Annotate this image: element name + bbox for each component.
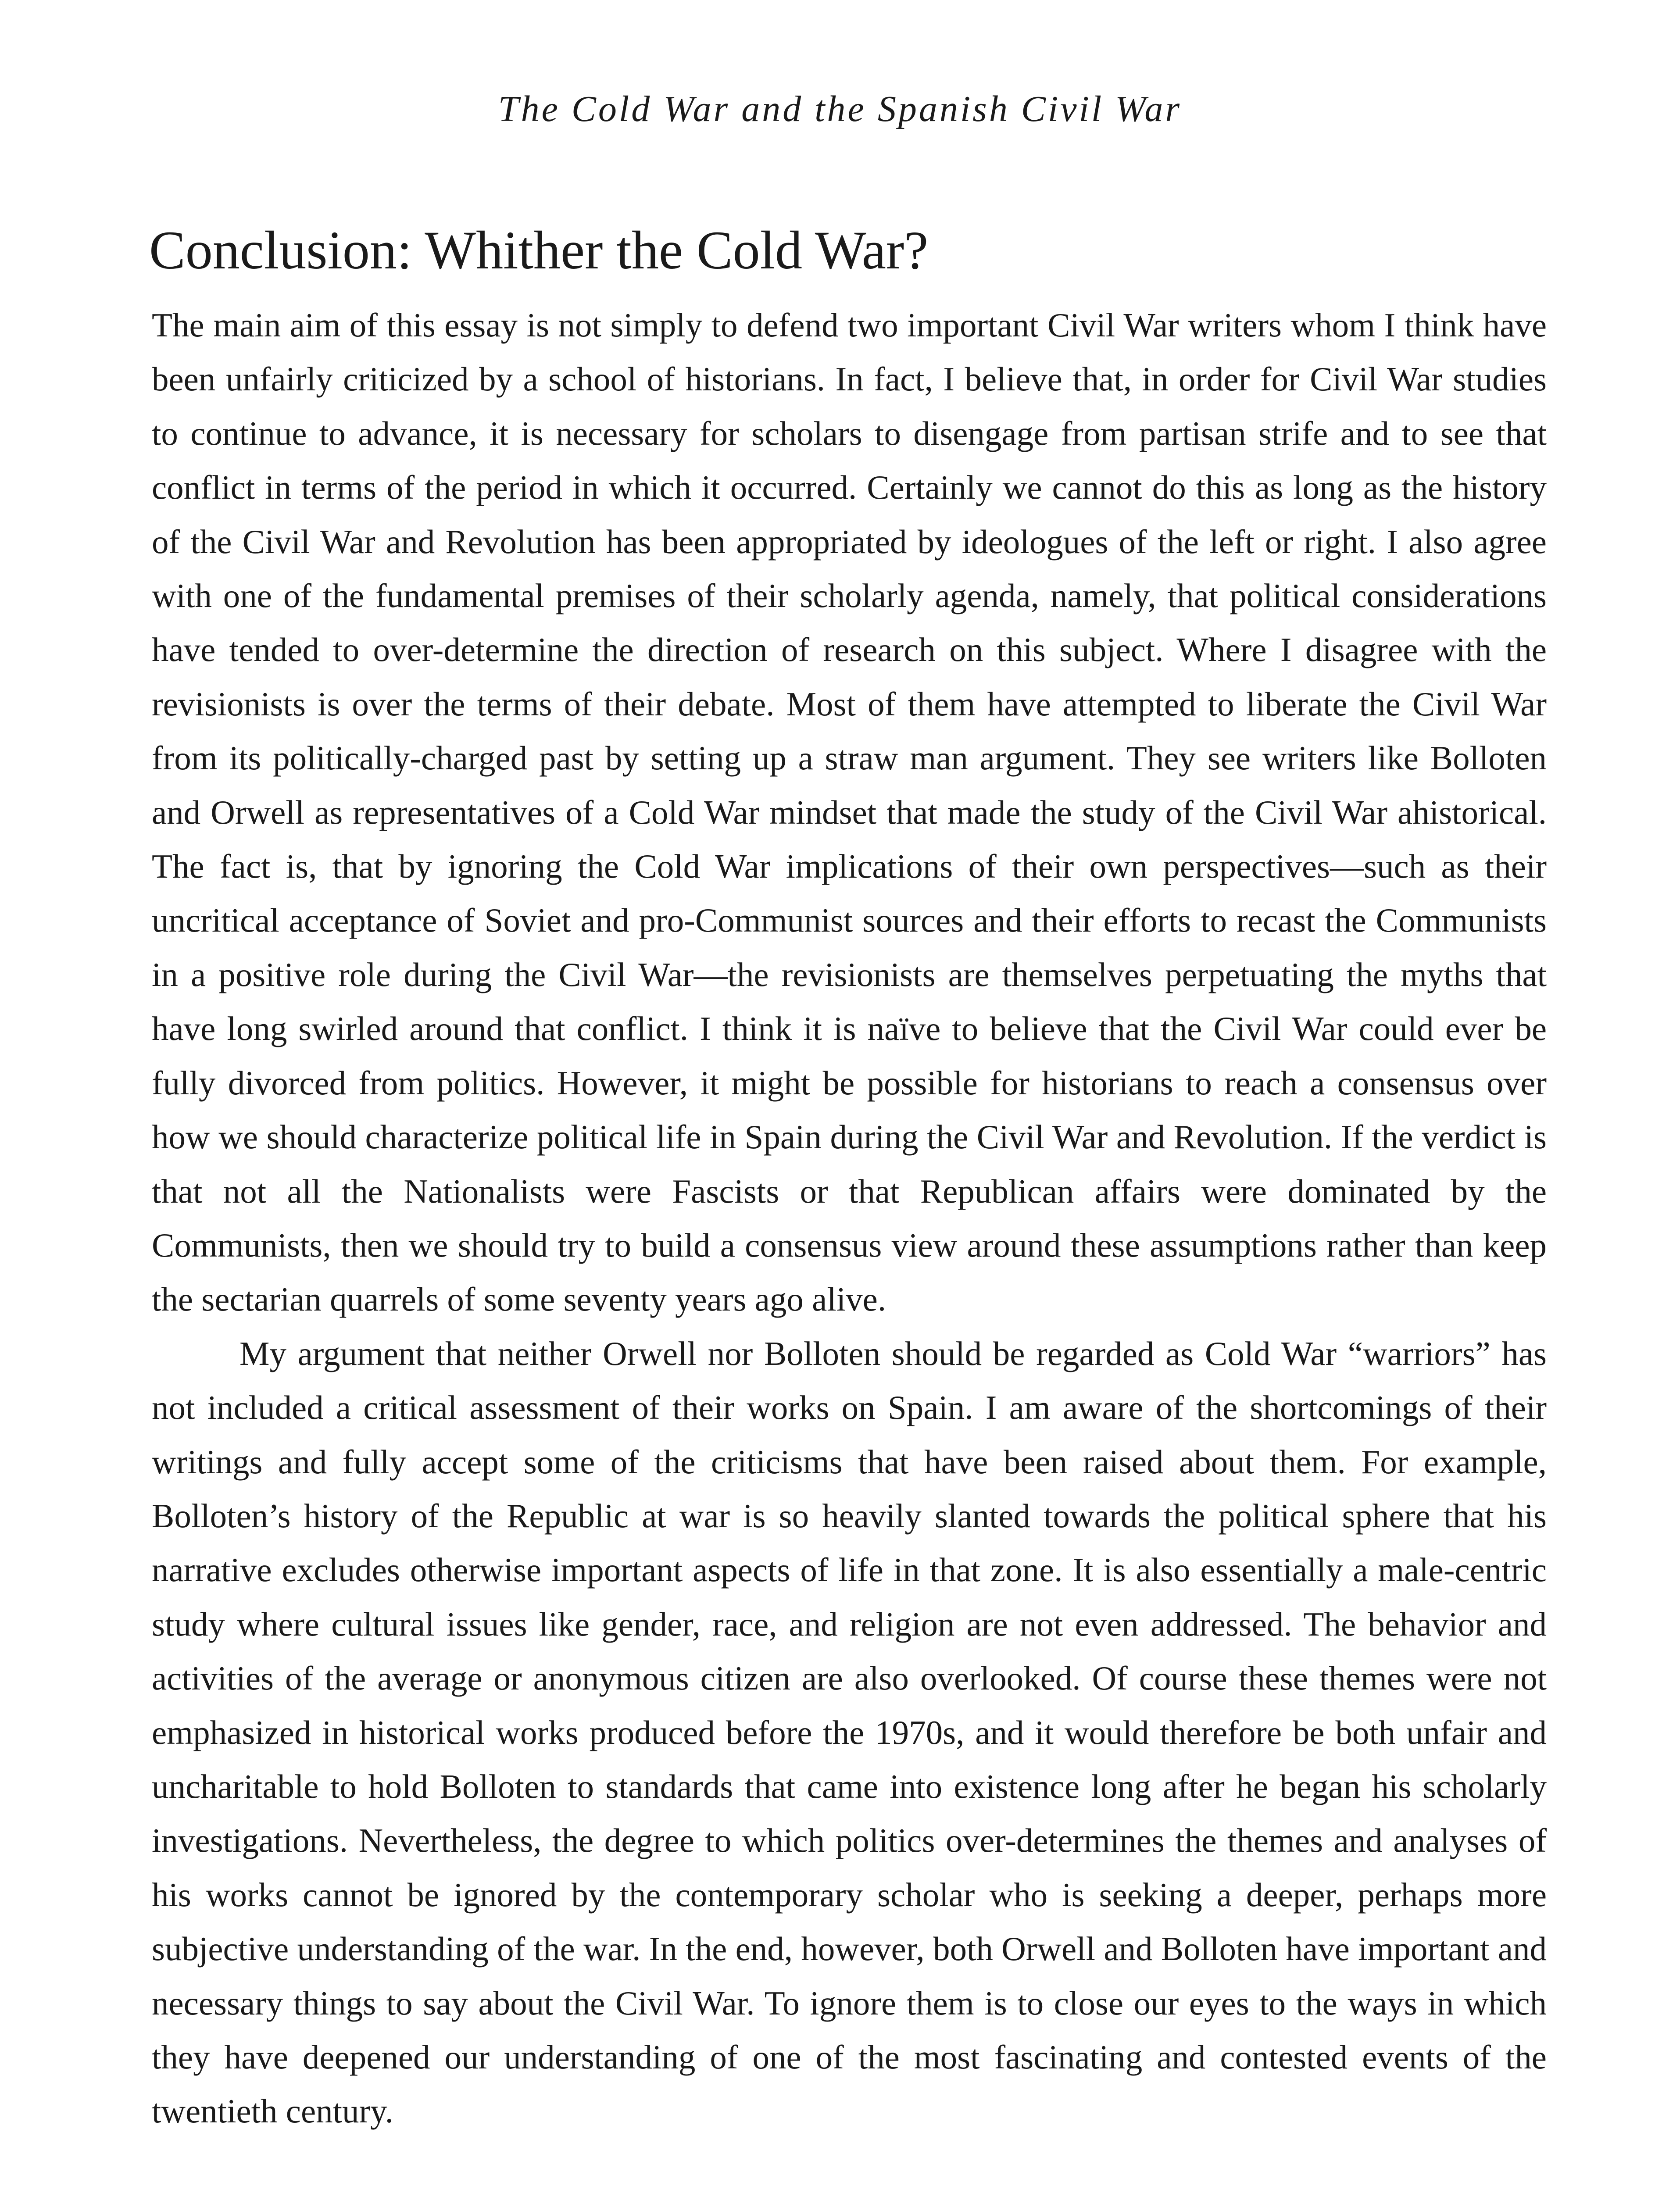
running-head: The Cold War and the Spanish Civil War — [498, 89, 1182, 129]
paragraph-1: The main aim of this essay is not simply to defend two important Civil War writers whom I think have been unfairly criticized by a school of historians. In fact, I believe that, in order for Civil War studies to continue to advance, it is necessary for scholars to disengage from partisan strife and to see that conflict in terms of the period in which it occurred. Certainly we cannot do this as long as the history of the Civil War and Revolution has been appropriated by ideologues of the left or right. I also agree with one of the fundamental premises of their scholarly agenda, namely, that political considerations have tended to over-determine the direction of research on this subject. Where I disagree with the revisionists is over the terms of their debate. Most of them have attempted to liberate the Civil War from its politically-charged past by setting up a straw man argument. They see writers like Bolloten and Orwell as representatives of a Cold War mindset that made the study of the Civil War ahistorical. The fact is, that by ignoring the Cold War implications of their own perspectives—such as their uncritical acceptance of Soviet and pro-Communist sources and their efforts to recast the Communists in a positive role during the Civil War—the revisionists are themselves perpetuating the myths that have long swirled around that conflict. I think it is naïve to believe that the Civil War could ever be fully divorced from politics. However, it might be possible for historians to reach a consensus over how we should characterize political life in Spain during the Civil War and Revolution. If the verdict is that not all the Nationalists were Fascists or that Republican affairs were dominated by the Communists, then we should try to build a consensus view around these assumptions rather than keep the sectarian quarrels of some seventy years ago alive. — [152, 306, 1547, 1318]
body-text — [152, 298, 1547, 2139]
paragraph-2: My argument that neither Orwell nor Bolloten should be regarded as Cold War “warriors” has not included a critical assessment of their works on Spain. I am aware of the shortcomings of their writings and fully accept some of the criticisms that have been raised about them. For example, Bolloten’s history of the Republic at war is so heavily slanted towards the political sphere that his narrative excludes otherwise important aspects of life in that zone. It is also essentially a male-centric study where cultural issues like gender, race, and religion are not even addressed. The behavior and activities of the average or anonymous citizen are also overlooked. Of course these themes were not emphasized in historical works produced before the 1970s, and it would therefore be both unfair and uncharitable to hold Bolloten to standards that came into existence long after he began his scholarly investigations. Nevertheless, the degree to which politics over-determines the themes and analyses of his works cannot be ignored by the contemporary scholar who is seeking a deeper, perhaps more subjective understanding of the war. In the end, however, both Orwell and Bolloten have important and necessary things to say about the Civil War. To ignore them is to close our eyes to the ways in which they have deepened our understanding of one of the most fascinating and contested events of the twentieth century. — [152, 1334, 1547, 2130]
section-heading: Conclusion: Whither the Cold War? — [149, 220, 929, 280]
